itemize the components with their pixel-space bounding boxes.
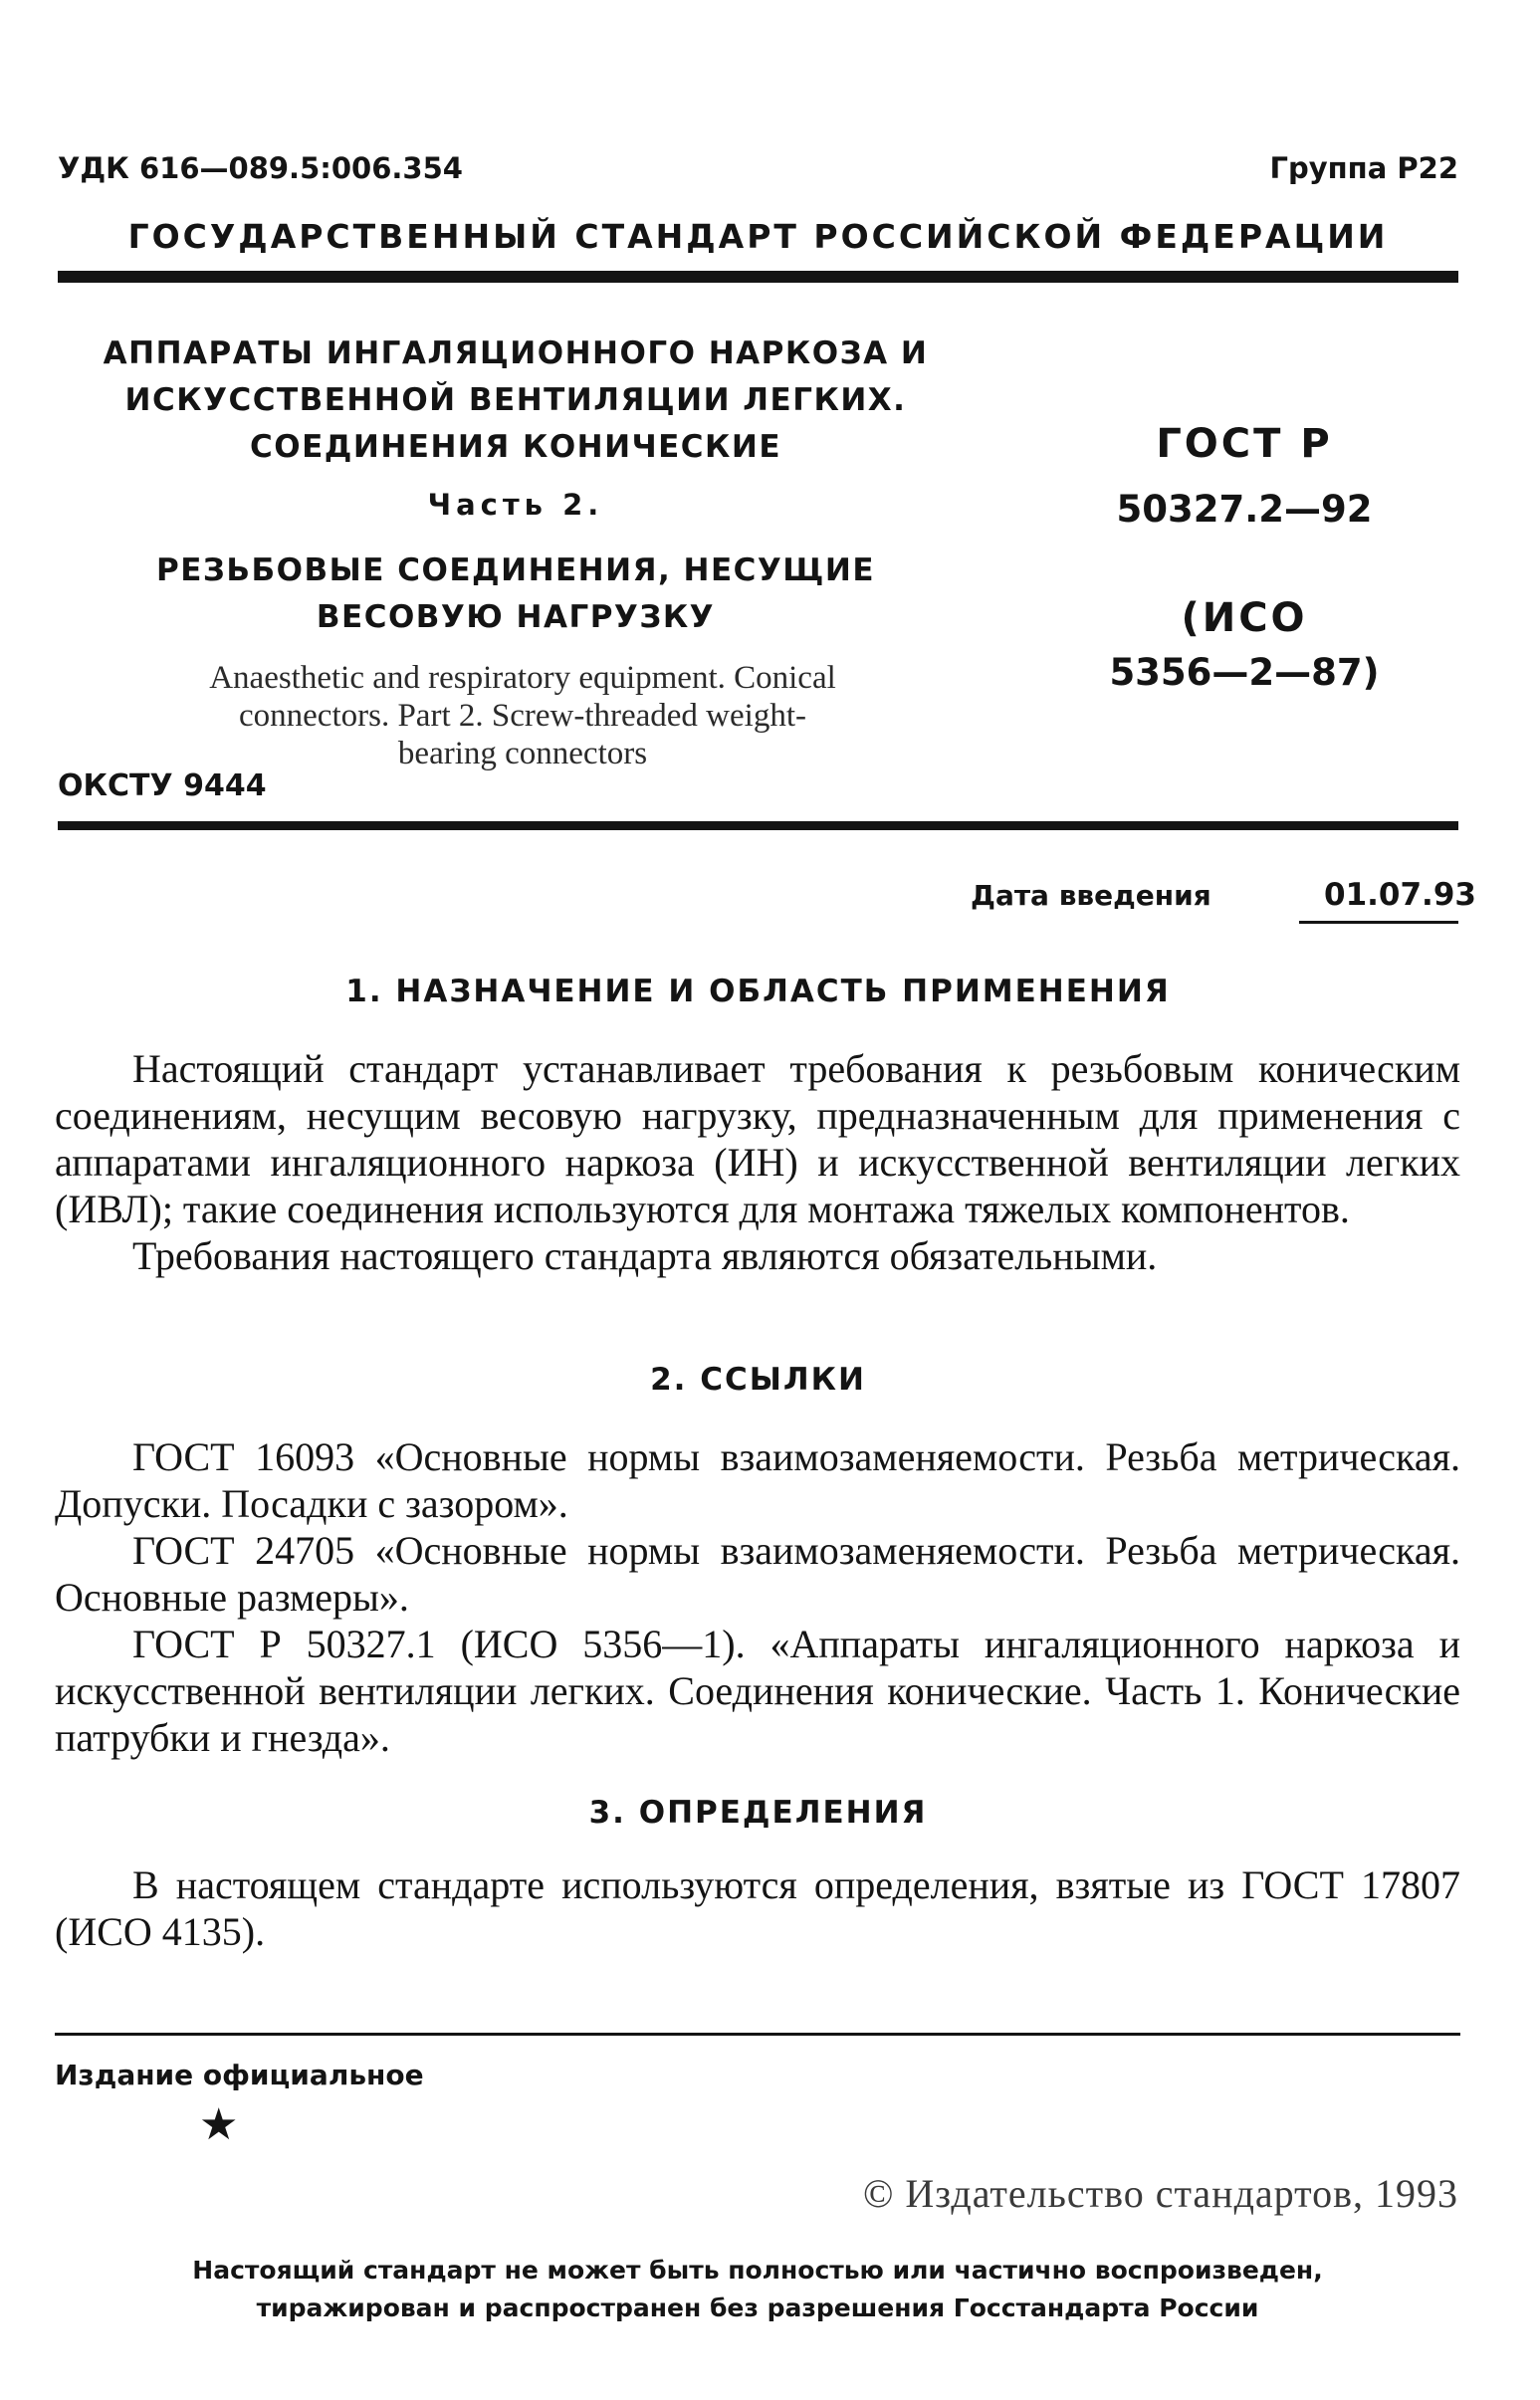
title-rule <box>58 821 1458 830</box>
section-heading: 1. НАЗНАЧЕНИЕ И ОБЛАСТЬ ПРИМЕНЕНИЯ <box>345 974 1171 1009</box>
paragraph: Требования настоящего стандарта являются обязательными. <box>132 1233 1158 1278</box>
gost-number: 50327.2—92 <box>1116 488 1373 531</box>
subtitle-line: ВЕСОВУЮ НАГРУЗКУ <box>316 599 716 635</box>
footer-rule <box>55 2033 1460 2036</box>
title-line: ИСКУССТВЕННОЙ ВЕНТИЛЯЦИИ ЛЕГКИХ. <box>124 382 907 418</box>
english-title-line: bearing connectors <box>397 736 648 771</box>
paragraph: ГОСТ 16093 «Основные нормы взаимозаменяемости. Резьба метрическая. Допуски. Посадки с зазором». <box>55 1434 1460 1526</box>
english-title <box>119 659 926 772</box>
intro-date-label: Дата введения <box>971 879 1211 912</box>
section-1-body <box>55 1045 1460 1279</box>
udk-code: УДК 616—089.5:006.354 <box>58 151 463 185</box>
section-heading: 2. ССЫЛКИ <box>650 1362 866 1398</box>
gost-label: ГОСТ Р <box>1156 421 1333 467</box>
iso-label: (ИСО <box>1181 595 1308 641</box>
intro-date-underline <box>1299 921 1458 924</box>
reproduction-notice <box>55 2252 1460 2327</box>
section-heading: 3. ОПРЕДЕЛЕНИЯ <box>588 1795 928 1831</box>
section-2-body <box>55 1433 1460 1761</box>
official-edition-label: Издание официальное <box>55 2059 424 2091</box>
document-subtitle <box>58 547 974 641</box>
oksty-code: ОКСТУ 9444 <box>58 768 267 803</box>
subtitle-line: РЕЗЬБОВЫЕ СОЕДИНЕНИЯ, НЕСУЩИЕ <box>155 552 876 588</box>
english-title-line: connectors. Part 2. Screw-threaded weight- <box>239 698 806 734</box>
group-code: Группа Р22 <box>1269 151 1458 185</box>
state-standard-heading: ГОСУДАРСТВЕННЫЙ СТАНДАРТ РОССИЙСКОЙ ФЕДЕРАЦИИ <box>127 217 1389 256</box>
document-title <box>58 330 974 471</box>
paragraph: Настоящий стандарт устанавливает требования к резьбовым коническим соединениям, несущим весовую нагрузку, предназначенным для применения с аппаратами ингаляционного наркоза (ИН) и искусственной вентиляции легких (ИВЛ); такие соединения используются для монтажа тяжелых компонентов. <box>55 1046 1460 1231</box>
title-line: АППАРАТЫ ИНГАЛЯЦИОННОГО НАРКОЗА И <box>103 335 929 371</box>
notice-line: Настоящий стандарт не может быть полностью или частично воспроизведен, <box>192 2256 1323 2285</box>
star-icon: ★ <box>199 2100 239 2149</box>
title-line: СОЕДИНЕНИЯ КОНИЧЕСКИЕ <box>249 429 782 465</box>
part-label: Часть 2. <box>427 488 604 522</box>
paragraph: В настоящем стандарте используются определения, взятые из ГОСТ 17807 (ИСО 4135). <box>55 1862 1460 1954</box>
section-3-body <box>55 1861 1460 1955</box>
iso-number: 5356—2—87) <box>1109 651 1380 694</box>
header-rule <box>58 271 1458 283</box>
paragraph: ГОСТ Р 50327.1 (ИСО 5356—1). «Аппараты ингаляционного наркоза и искусственной вентиляции легких. Соединения конические. Часть 1. Конические патрубки и гнезда». <box>55 1622 1460 1760</box>
copyright-notice: © Издательство стандартов, 1993 <box>862 2171 1458 2216</box>
intro-date-value: 01.07.93 <box>1324 877 1476 913</box>
english-title-line: Anaesthetic and respiratory equipment. Conical <box>209 660 836 696</box>
paragraph: ГОСТ 24705 «Основные нормы взаимозаменяемости. Резьба метрическая. Основные размеры». <box>55 1528 1460 1620</box>
notice-line: тиражирован и распространен без разрешения Госстандарта России <box>256 2293 1259 2322</box>
